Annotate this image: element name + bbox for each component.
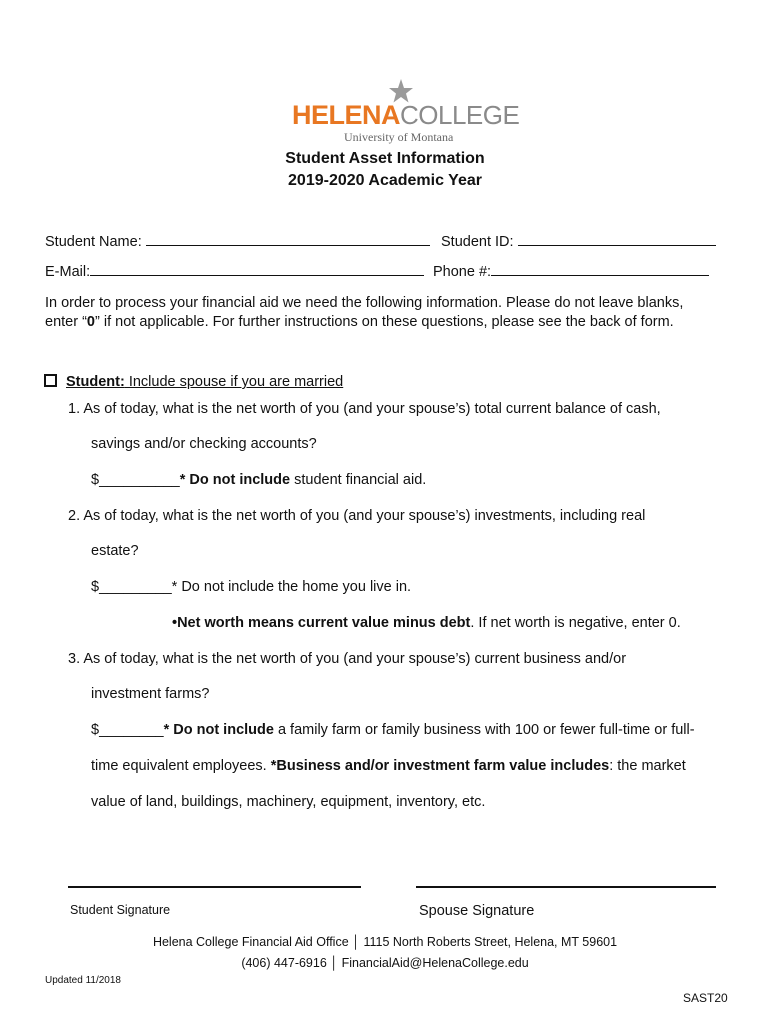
footer-email: FinancialAid@HelenaCollege.edu — [341, 956, 529, 970]
footer-address-line — [0, 935, 770, 949]
question-3-amount-field[interactable]: $________ — [91, 722, 164, 738]
section-header-text: Include spouse if you are married — [124, 374, 344, 390]
footer-phone: (406) 447-6916 — [241, 956, 327, 970]
student-name-row — [45, 233, 430, 250]
logo-helena: HELENA — [292, 100, 401, 130]
logo-subtitle: University of Montana — [344, 130, 454, 144]
instructions-text: enter “ — [45, 314, 87, 330]
page-title: Student Asset Information — [285, 150, 485, 167]
spouse-signature-label: Spouse Signature — [419, 903, 535, 919]
logo-college: COLLEGE — [400, 100, 520, 130]
student-signature-line[interactable] — [68, 886, 361, 888]
email-field[interactable] — [90, 263, 424, 276]
footer-office: Helena College Financial Aid Office — [152, 935, 349, 949]
phone-field[interactable] — [491, 263, 709, 276]
student-id-label: Student ID: — [441, 234, 514, 250]
question-3-line-2: investment farms? — [91, 686, 210, 702]
email-row — [45, 263, 424, 280]
section-header — [66, 374, 343, 390]
question-3-line-4 — [91, 758, 686, 774]
net-worth-note-text: . If net worth is negative, enter 0. — [470, 615, 681, 631]
question-3-line-1: 3. As of today, what is the net worth of you (and your spouse’s) current business and/or — [68, 651, 627, 667]
section-header-bold: Student: — [66, 374, 125, 390]
question-3-note-bold: * Do not include — [163, 722, 274, 738]
question-3-answer — [91, 722, 695, 738]
helena-college-logo — [292, 78, 520, 146]
question-2-amount-field[interactable]: $_________ — [91, 579, 172, 595]
question-1-line-2: savings and/or checking accounts? — [91, 436, 317, 452]
footer-contact-line — [0, 956, 770, 970]
footer-separator: │ — [352, 935, 360, 949]
question-1-note-bold: * Do not include — [179, 472, 291, 488]
question-2-line-2: estate? — [91, 543, 139, 559]
net-worth-note-bold: •Net worth means current value minus debt — [172, 615, 471, 631]
student-name-field[interactable] — [146, 233, 430, 246]
logo-wordmark — [292, 100, 519, 131]
question-1-line-1: 1. As of today, what is the net worth of you (and your spouse’s) total current balance of cash, — [68, 401, 661, 417]
question-1-note: student financial aid. — [290, 472, 427, 488]
student-id-field[interactable] — [518, 233, 716, 246]
updated-date: Updated 11/2018 — [45, 975, 121, 986]
net-worth-note — [172, 615, 681, 631]
student-name-label: Student Name: — [45, 234, 142, 250]
question-3-note: a family farm or family business with 100 or fewer full-time or full- — [273, 722, 695, 738]
page-subtitle: 2019-2020 Academic Year — [288, 172, 482, 189]
email-label: E-Mail: — [45, 264, 91, 280]
question-1-amount-field[interactable]: $__________ — [91, 472, 180, 488]
question-1-answer — [91, 472, 426, 488]
question-3-line-4-text: time equivalent employees. — [91, 758, 271, 774]
phone-label: Phone #: — [433, 264, 492, 280]
student-checkbox[interactable] — [44, 374, 57, 387]
business-value-note-bold: *Business and/or investment farm value includes — [270, 758, 610, 774]
question-2-note: * Do not include the home you live in. — [171, 579, 412, 595]
question-3-line-5: value of land, buildings, machinery, equipment, inventory, etc. — [91, 794, 486, 810]
instructions-line-1: In order to process your financial aid we need the following information. Please do not leave blanks, — [45, 295, 684, 311]
footer-address: 1115 North Roberts Street, Helena, MT 59601 — [363, 935, 618, 949]
footer-separator-2: │ — [330, 956, 339, 970]
instructions-zero: 0 — [86, 314, 95, 330]
question-3-line-4-end: : the market — [609, 758, 686, 774]
question-2-line-1: 2. As of today, what is the net worth of you (and your spouse’s) investments, including real — [68, 508, 646, 524]
question-2-answer — [91, 579, 411, 595]
phone-row — [433, 263, 709, 280]
form-code: SAST20 — [683, 991, 728, 1005]
instructions-text-end: ” if not applicable. For further instructions on these questions, please see the back of form. — [95, 314, 674, 330]
instructions-line-2 — [45, 313, 674, 332]
student-id-row — [441, 233, 716, 250]
spouse-signature-line[interactable] — [416, 886, 716, 888]
student-signature-label: Student Signature — [70, 903, 171, 917]
